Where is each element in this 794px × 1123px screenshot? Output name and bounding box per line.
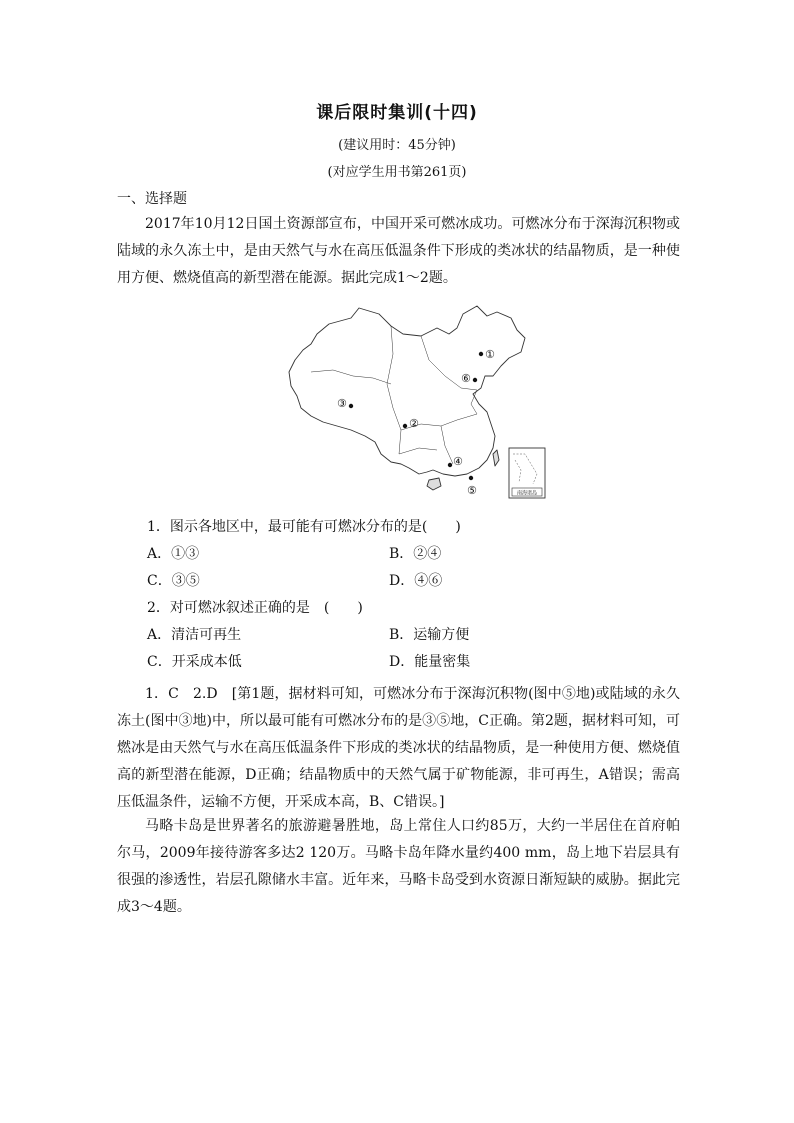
marker-label-2: ②: [409, 417, 419, 430]
q2-option-c: C．开采成本低: [147, 654, 242, 670]
q2-option-a: A．清洁可再生: [147, 627, 242, 643]
south-sea-inset: [509, 448, 545, 498]
answer-explanation: 1．C 2.D [第1题，据材料可知，可燃冰分布于深海沉积物(图中⑤地)或陆域的永久冻土(图中③地)中，所以最可能有可燃冰分布的是③⑤地，C正确。第2题，据材料可知，可燃冰是由天然气与水在高压低温条件下形成的类冰状的结晶物质，是一种使用方便、燃烧值高的新型潜在能源，D正确；结晶物质中的天然气属于矿物能源，非可再生，A错误；需高压低温条件，运输不方便，开采成本高，B、C错误。]: [117, 686, 680, 810]
q2-option-b: B．运输方便: [389, 627, 470, 643]
marker-label-1: ①: [485, 348, 495, 361]
book-reference: (对应学生用书第261页): [327, 165, 467, 180]
q1-option-a: A．①③: [147, 546, 200, 562]
page-title: 课后限时集训(十四): [316, 103, 478, 123]
q1-option-d: D．④⑥: [389, 573, 443, 589]
intro-paragraph: 2017年10月12日国土资源部宣布，中国开采可燃冰成功。可燃冰分布于深海沉积物或陆域的永久冻土中，是由天然气与水在高压低温条件下形成的类冰状的结晶物质，是一种使用方便、燃烧值高的新型潜在能源。据此完成1～2题。: [117, 216, 680, 286]
marker-label-5: ⑤: [467, 484, 477, 497]
marker-label-3: ③: [337, 397, 347, 410]
marker-dot-2: [403, 424, 407, 428]
marker-dot-3: [349, 404, 353, 408]
china-outline: [289, 306, 525, 476]
question-1: 1．图示各地区中，最可能有可燃冰分布的是( ): [147, 519, 461, 535]
section-heading: 一、选择题: [117, 191, 187, 207]
q1-option-b: B．②④: [389, 546, 442, 562]
marker-dot-6: [473, 378, 477, 382]
marker-label-4: ④: [453, 455, 463, 468]
marker-dot-5: [469, 476, 473, 480]
marker-label-6: ⑥: [461, 372, 471, 385]
marker-dot-4: [448, 463, 452, 467]
q1-option-c: C．③⑤: [147, 573, 200, 589]
q2-option-d: D．能量密集: [389, 654, 471, 670]
marker-dot-1: [479, 352, 483, 356]
suggested-time: (建议用时：45分钟): [338, 138, 456, 153]
second-passage: 马略卡岛是世界著名的旅游避暑胜地，岛上常住人口约85万，大约一半居住在首府帕尔马，2009年接待游客多达2 120万。马略卡岛年降水量约400 mm，岛上地下岩层具有很强的渗透性，岩层孔隙储水丰富。近年来，马略卡岛受到水资源日渐短缺的威胁。据此完成3～4题。: [117, 818, 680, 915]
inset-label: 南海诸岛: [516, 490, 538, 497]
question-2: 2．对可燃冰叙述正确的是 ( ): [147, 600, 363, 616]
china-map: [281, 304, 551, 504]
